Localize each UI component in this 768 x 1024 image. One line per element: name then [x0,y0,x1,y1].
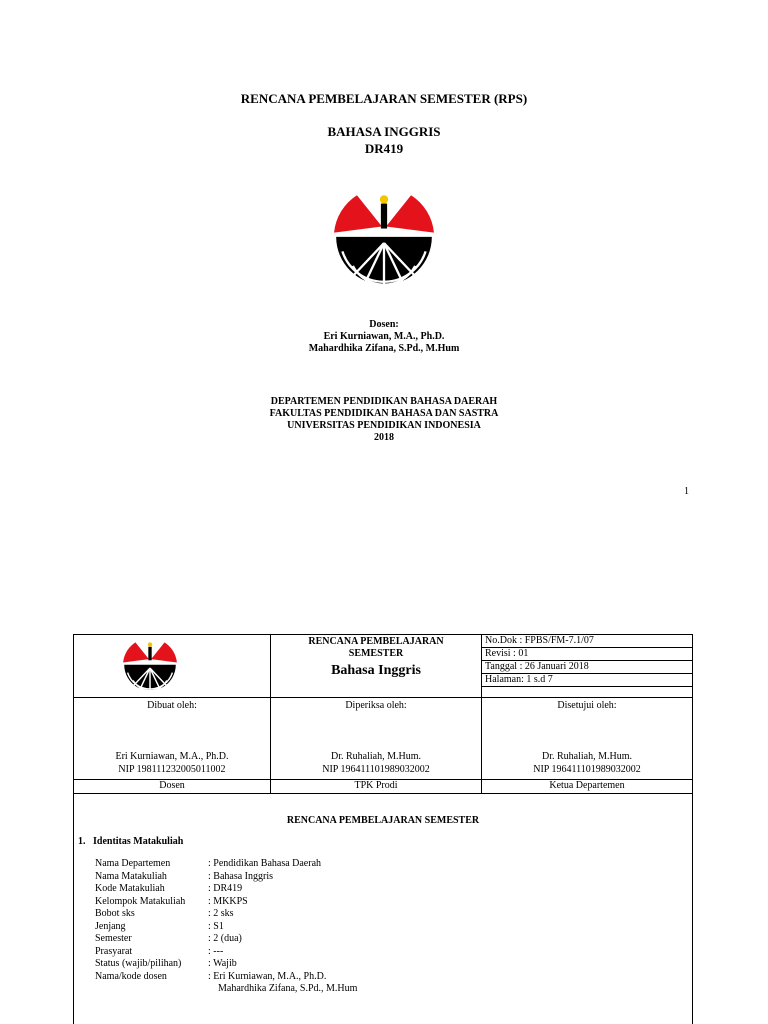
institution-block [0,396,768,444]
field-value: : 2 (dua) [208,933,242,944]
signature-label: Dibuat oleh: [147,700,197,711]
field-label: Kelompok Matakuliah [95,896,186,907]
lecturer-name: Mahardhika Zifana, S.Pd., M.Hum [308,343,460,354]
lecturer-block [0,319,768,355]
field-label: Bobot sks [95,908,135,919]
lecturer-name: Eri Kurniawan, M.A., Ph.D. [323,331,445,342]
year: 2018 [374,432,394,443]
field-label: Semester [95,933,132,944]
field-label: Kode Matakuliah [95,883,165,894]
page-number: 1 [684,486,689,497]
upi-logo-icon [332,189,436,293]
field-value: : Wajib [208,958,237,969]
field-value: : MKKPS [208,896,248,907]
doc-number: No.Dok : FPBS/FM-7.1/07 [485,635,594,646]
field-label: Nama/kode dosen [95,971,167,982]
revision: Revisi : 01 [485,648,529,659]
section-number: 1. [78,836,86,847]
upi-logo-icon [122,639,178,695]
field-label: Status (wajib/pilihan) [95,958,182,969]
document-title: RENCANA PEMBELAJARAN SEMESTER (RPS) [240,91,528,106]
field-label: Nama Departemen [95,858,171,869]
signer-name: Eri Kurniawan, M.A., Ph.D. [115,751,229,762]
signer-nip: NIP 196411101989032002 [322,764,430,775]
course-name: BAHASA INGGRIS [327,124,441,139]
section-title: Identitas Matakuliah [93,836,184,847]
field-value: : Bahasa Inggris [208,871,273,882]
university-name: UNIVERSITAS PENDIDIKAN INDONESIA [287,420,481,431]
field-label: Prasyarat [95,946,133,957]
field-value: : 2 sks [208,908,234,919]
page-range: Halaman: 1 s.d 7 [485,674,553,685]
signer-name: Dr. Ruhaliah, M.Hum. [542,751,632,762]
signature-label: Disetujui oleh: [557,700,617,711]
field-value: : Pendidikan Bahasa Daerah [208,858,322,869]
field-label: Nama Matakuliah [95,871,167,882]
field-value: : S1 [208,921,224,932]
field-label: Jenjang [95,921,126,932]
signer-name: Dr. Ruhaliah, M.Hum. [331,751,421,762]
department-name: DEPARTEMEN PENDIDIKAN BAHASA DAERAH [270,396,498,407]
signer-role: TPK Prodi [354,780,398,791]
field-value: : DR419 [208,883,243,894]
table-title: RENCANA PEMBELAJARAN SEMESTER [308,636,444,659]
table-course-name: Bahasa Inggris [331,663,421,678]
faculty-name: FAKULTAS PENDIDIKAN BAHASA DAN SASTRA [269,408,499,419]
signer-nip: NIP 198111232005011002 [118,764,226,775]
section-heading: RENCANA PEMBELAJARAN SEMESTER [286,815,480,826]
field-value: : Eri Kurniawan, M.A., Ph.D. [208,971,327,982]
date: Tanggal : 26 Januari 2018 [485,661,589,672]
signer-role: Dosen [159,780,185,791]
signer-nip: NIP 196411101989032002 [533,764,641,775]
course-code: DR419 [364,141,404,156]
signer-role: Ketua Departemen [549,780,625,791]
field-value: : --- [208,946,224,957]
dosen-label: Dosen: [369,319,399,330]
signature-label: Diperiksa oleh: [345,700,407,711]
field-value: Mahardhika Zifana, S.Pd., M.Hum [218,983,358,994]
